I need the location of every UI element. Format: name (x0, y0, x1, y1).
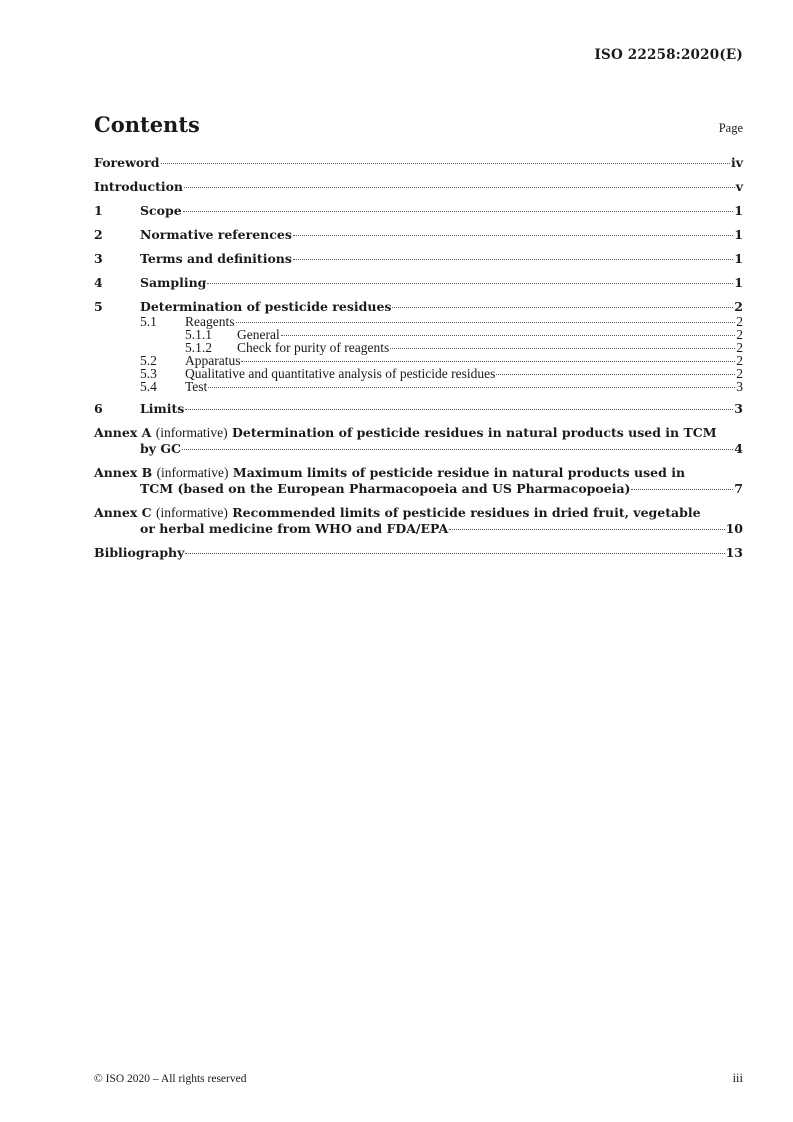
toc-entry-foreword[interactable] (94, 155, 743, 171)
toc-entry-title: Terms and definitions (140, 251, 292, 266)
dot-leader (390, 348, 735, 349)
toc-entry-title: Limits (140, 401, 185, 416)
toc-entry-page: 3 (736, 379, 743, 394)
dot-leader (293, 235, 733, 236)
toc-entry-title: Introduction (94, 179, 184, 194)
toc-entry-section-1[interactable] (94, 203, 743, 219)
page-column-label: Page (718, 121, 743, 135)
toc-entry-page: 1 (734, 203, 743, 218)
dot-leader (161, 163, 730, 164)
toc-entry-page: 1 (734, 275, 743, 290)
toc-entry-number: 2 (94, 227, 103, 242)
toc-entry-number: 5.2 (140, 353, 157, 368)
toc-entry-title: Apparatus (185, 353, 241, 368)
dot-leader (449, 529, 724, 530)
contents-title: Contents (94, 112, 200, 137)
toc-entry-section-6[interactable] (94, 401, 743, 417)
toc-entry-title: Reagents (185, 314, 235, 329)
annex-title-line1: Recommended limits of pesticide residues in dried fruit, vegetable (232, 505, 701, 520)
toc-entry-page: 2 (736, 353, 743, 368)
dot-leader (184, 187, 735, 188)
toc-entry-page: 2 (736, 366, 743, 381)
toc-entry-section-5[interactable] (94, 299, 743, 315)
toc-entry-number: 5.4 (140, 379, 157, 394)
toc-entry-page: 2 (736, 314, 743, 329)
toc-entry-number: 5.1.1 (185, 327, 212, 342)
annex-type: (informative) (156, 465, 229, 480)
toc-entry-page: 2 (736, 340, 743, 355)
dot-leader (182, 449, 733, 450)
dot-leader (631, 489, 733, 490)
dot-leader (185, 409, 733, 410)
toc-entry-title: Normative references (140, 227, 292, 242)
annex-continuation (94, 481, 743, 497)
toc-entry-page: 1 (734, 227, 743, 242)
toc-entry-page: 3 (734, 401, 743, 416)
toc-entry-title: Sampling (140, 275, 207, 290)
toc-entry-number: 5 (94, 299, 103, 314)
toc-entry-section-3[interactable] (94, 251, 743, 267)
toc-entry-page: 10 (725, 521, 743, 536)
toc-entry-number: 4 (94, 275, 103, 290)
annex-title-line2: or herbal medicine from WHO and FDA/EPA (140, 521, 449, 536)
toc-entry-title: Foreword (94, 155, 160, 170)
toc-entry-page: v (735, 179, 743, 194)
dot-leader (392, 307, 733, 308)
annex-heading (94, 465, 743, 481)
dot-leader (496, 374, 735, 375)
annex-label: Annex B (94, 465, 153, 480)
annex-title-line1: Maximum limits of pesticide residue in natural products used in (232, 465, 686, 480)
annex-title-line2: by GC (140, 441, 181, 456)
annex-heading (94, 505, 743, 521)
dot-leader (183, 211, 734, 212)
toc-entry-title: Qualitative and quantitative analysis of pesticide residues (185, 366, 496, 381)
toc-entry-introduction[interactable] (94, 179, 743, 195)
toc-entry-page: 13 (725, 545, 743, 560)
toc-entry-title: Determination of pesticide residues (140, 299, 392, 314)
annex-label: Annex A (94, 425, 152, 440)
dot-leader (281, 335, 736, 336)
toc-entry-page: iv (730, 155, 743, 170)
annex-continuation (94, 521, 743, 537)
annex-continuation (94, 441, 743, 457)
toc-entry-title: Test (185, 379, 208, 394)
toc-entry-title: Check for purity of reagents (237, 340, 390, 355)
annex-heading (94, 425, 743, 441)
dot-leader (241, 361, 735, 362)
contents-header (94, 112, 743, 137)
toc-entry-section-2[interactable] (94, 227, 743, 243)
toc-entry-page: 7 (734, 481, 743, 496)
toc-entry-annex-a[interactable] (94, 425, 743, 457)
dot-leader (207, 283, 733, 284)
annex-type: (informative) (155, 505, 228, 520)
dot-leader (208, 387, 735, 388)
toc-entry-title: Scope (140, 203, 182, 218)
toc-entry-number: 3 (94, 251, 103, 266)
dot-leader (185, 553, 724, 554)
toc-entry-number: 6 (94, 401, 103, 416)
toc-entry-number: 1 (94, 203, 103, 218)
toc-entry-annex-b[interactable] (94, 465, 743, 497)
document-id: ISO 22258:2020(E) (594, 47, 743, 63)
table-of-contents (94, 155, 743, 561)
toc-entry-number: 5.1 (140, 314, 157, 329)
toc-entry-section-4[interactable] (94, 275, 743, 291)
toc-entry-page: 1 (734, 251, 743, 266)
toc-entry-5-4[interactable] (94, 380, 743, 393)
annex-title-line2: TCM (based on the European Pharmacopoeia and US Pharmacopoeia) (140, 481, 631, 496)
dot-leader (236, 322, 736, 323)
annex-type: (informative) (155, 425, 228, 440)
annex-title-line1: Determination of pesticide residues in natural products used in TCM (232, 425, 717, 440)
toc-entry-number: 5.3 (140, 366, 157, 381)
toc-entry-title: Bibliography (94, 545, 185, 560)
toc-entry-number: 5.1.2 (185, 340, 212, 355)
annex-label: Annex C (94, 505, 152, 520)
toc-entry-bibliography[interactable] (94, 545, 743, 561)
toc-entry-annex-c[interactable] (94, 505, 743, 537)
toc-entry-page: 2 (734, 299, 743, 314)
toc-entry-title: General (237, 327, 280, 342)
toc-entry-page: 4 (734, 441, 743, 456)
dot-leader (293, 259, 733, 260)
toc-entry-page: 2 (736, 327, 743, 342)
copyright-notice: © ISO 2020 – All rights reserved (94, 1073, 247, 1085)
page-number: iii (732, 1071, 743, 1085)
